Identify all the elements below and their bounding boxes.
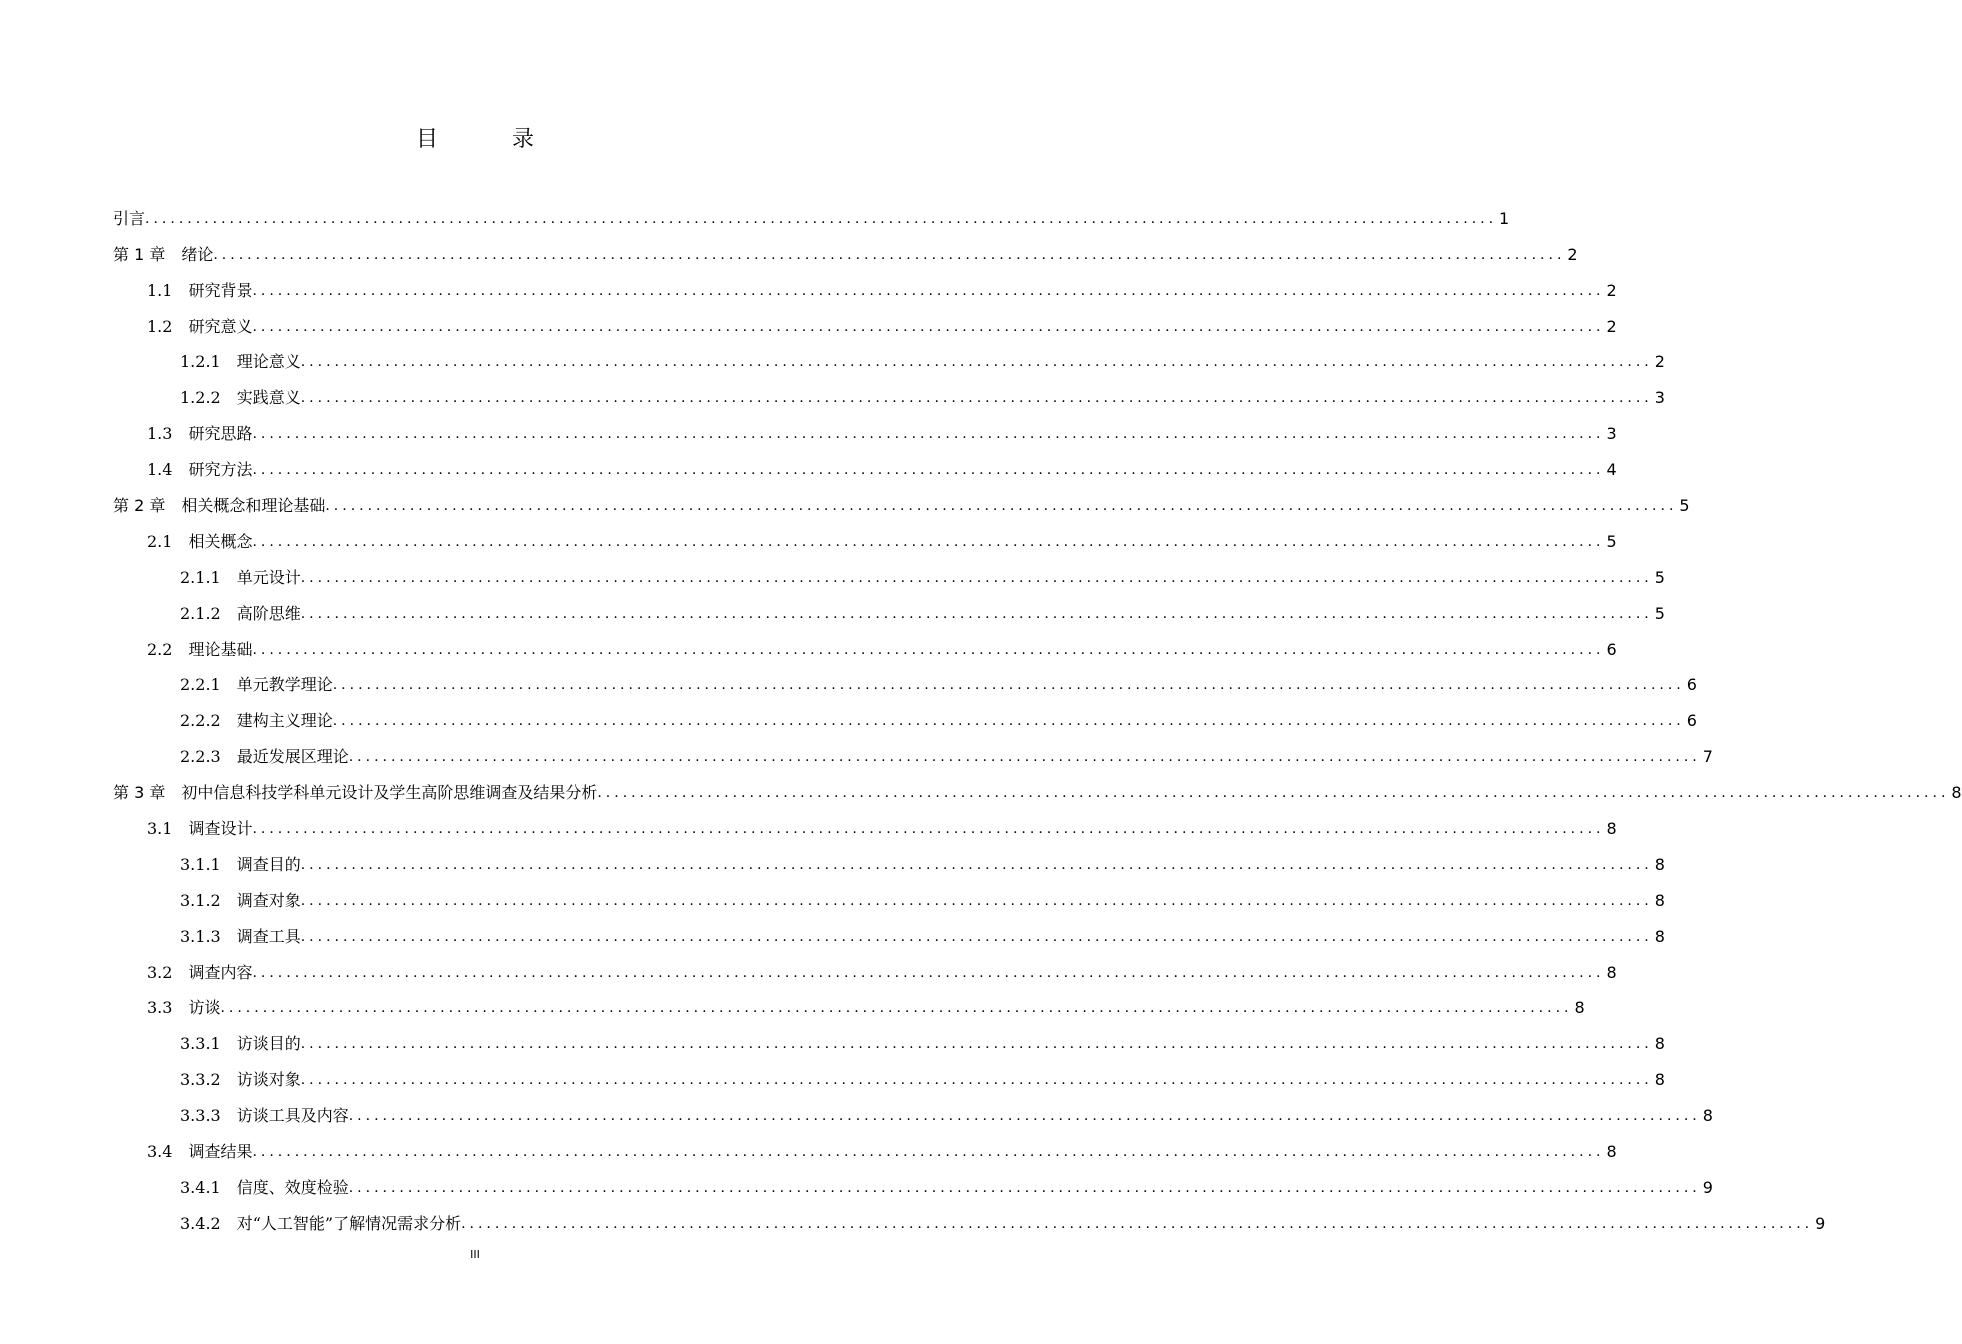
toc-entry[interactable] [113, 952, 1617, 988]
toc-entry-page: 4 [1606, 460, 1617, 480]
toc-entry-label: 2.2.1 单元教学理论 [180, 675, 333, 695]
toc-entry-label: 3.4.1 信度、效度检验 [180, 1177, 349, 1197]
toc-entry-label: 2.1 相关概念 [147, 531, 253, 551]
toc-entry-label: 1.2.1 理论意义 [180, 352, 301, 372]
toc-entry-label: 3.4 调查结果 [147, 1142, 253, 1162]
toc-entry-label: 2.2 理论基础 [147, 639, 253, 659]
toc-entry-page: 2 [1567, 244, 1578, 264]
toc-entry-page: 3 [1606, 424, 1617, 444]
toc-entry-page: 5 [1654, 603, 1665, 623]
dot-leader: ................................................................................................................................................................ [252, 821, 1605, 838]
toc-entry[interactable] [113, 270, 1617, 306]
toc-entry-page: 3 [1654, 388, 1665, 408]
toc-entry-page: 8 [1654, 854, 1665, 874]
toc-entry-page: 9 [1702, 1177, 1713, 1197]
dot-leader: ................................................................................................................................................................ [300, 856, 1653, 873]
toc-entry[interactable] [113, 449, 1617, 485]
toc-entry-label: 3.4.2 对“人工智能”了解情况需求分析 [180, 1213, 462, 1233]
dot-leader: ................................................................................................................................................................ [325, 498, 1678, 515]
toc-entry[interactable] [113, 234, 1578, 270]
toc-entry-page: 8 [1654, 926, 1665, 946]
toc-entry-label: 3.3 访谈 [147, 998, 221, 1018]
toc-entry[interactable] [113, 988, 1585, 1024]
toc-entry-label: 3.1.3 调查工具 [180, 926, 301, 946]
toc-entry-label: 2.1.1 单元设计 [180, 567, 301, 587]
dot-leader: ................................................................................................................................................................ [597, 785, 1950, 802]
toc-entry-label: 1.1 研究背景 [147, 280, 253, 300]
toc-entry-page: 2 [1606, 316, 1617, 336]
dot-leader: ................................................................................................................................................................ [300, 354, 1653, 371]
dot-leader: ................................................................................................................................................................ [220, 1000, 1573, 1017]
toc-entry-page: 8 [1702, 1106, 1713, 1126]
toc-entry-label: 1.2.2 实践意义 [180, 388, 301, 408]
dot-leader: ................................................................................................................................................................ [252, 964, 1605, 981]
toc-entry-page: 9 [1815, 1213, 1826, 1233]
toc-entry[interactable] [113, 557, 1665, 593]
toc-entry-page: 6 [1686, 675, 1697, 695]
toc-entry[interactable] [113, 665, 1697, 701]
toc-entry-page: 7 [1702, 747, 1713, 767]
dot-leader: ................................................................................................................................................................ [252, 426, 1605, 443]
dot-leader: ................................................................................................................................................................ [348, 749, 1701, 766]
toc-entry-label: 第 2 章 相关概念和理论基础 [113, 496, 326, 516]
toc-entry-page: 2 [1606, 280, 1617, 300]
toc-entry-label: 第 1 章 绪论 [113, 244, 214, 264]
toc-entry-label: 1.4 研究方法 [147, 460, 253, 480]
toc-entry-label: 3.3.2 访谈对象 [180, 1070, 301, 1090]
toc-entry-label: 3.3.3 访谈工具及内容 [180, 1106, 349, 1126]
toc-entry-label: 2.2.2 建构主义理论 [180, 711, 333, 731]
dot-leader: ................................................................................................................................................................ [252, 282, 1605, 299]
toc-entry-label: 1.2 研究意义 [147, 316, 253, 336]
toc-entry[interactable] [113, 521, 1617, 557]
toc-entry[interactable] [113, 808, 1617, 844]
toc-entry[interactable] [113, 413, 1617, 449]
toc-entry-label: 3.3.1 访谈目的 [180, 1034, 301, 1054]
dot-leader: ................................................................................................................................................................ [461, 1215, 1814, 1232]
toc-entry-label: 引言 [113, 208, 146, 228]
toc-entry[interactable] [113, 844, 1665, 880]
dot-leader: ................................................................................................................................................................ [348, 1179, 1701, 1196]
dot-leader: ................................................................................................................................................................ [300, 605, 1653, 622]
page-number: III [470, 1248, 480, 1261]
dot-leader: ................................................................................................................................................................ [300, 390, 1653, 407]
dot-leader: ................................................................................................................................................................ [332, 677, 1685, 694]
dot-leader: ................................................................................................................................................................ [252, 533, 1605, 550]
toc-entry-page: 6 [1686, 711, 1697, 731]
toc-entry[interactable] [113, 593, 1665, 629]
dot-leader: ................................................................................................................................................................ [213, 246, 1566, 263]
toc-entry[interactable] [113, 880, 1665, 916]
dot-leader: ................................................................................................................................................................ [300, 1072, 1653, 1089]
toc-entry-page: 8 [1606, 819, 1617, 839]
toc-entry-label: 3.1 调查设计 [147, 819, 253, 839]
toc-entry-page: 1 [1499, 208, 1510, 228]
toc-entry-page: 6 [1606, 639, 1617, 659]
dot-leader: ................................................................................................................................................................ [252, 641, 1605, 658]
toc-entry[interactable] [113, 916, 1665, 952]
dot-leader: ................................................................................................................................................................ [252, 1144, 1605, 1161]
toc-entry[interactable] [113, 1167, 1713, 1203]
toc-entry[interactable] [113, 700, 1697, 736]
toc-entry-label: 1.3 研究思路 [147, 424, 253, 444]
toc-entry-page: 8 [1606, 962, 1617, 982]
toc-entry-page: 8 [1951, 783, 1962, 803]
toc-entry-page: 8 [1574, 998, 1585, 1018]
toc-entry[interactable] [113, 772, 1962, 808]
toc-entry-page: 2 [1654, 352, 1665, 372]
dot-leader: ................................................................................................................................................................ [300, 569, 1653, 586]
dot-leader: ................................................................................................................................................................ [252, 318, 1605, 335]
toc-entry[interactable] [113, 1203, 1826, 1239]
dot-leader: ................................................................................................................................................................ [300, 1036, 1653, 1053]
toc-entry-page: 5 [1606, 531, 1617, 551]
toc-entry-label: 3.1.2 调查对象 [180, 890, 301, 910]
toc-entry[interactable] [113, 342, 1665, 378]
toc-entry[interactable] [113, 306, 1617, 342]
toc-entry[interactable] [113, 1059, 1665, 1095]
dot-leader: ................................................................................................................................................................ [332, 713, 1685, 730]
toc-entry-label: 3.1.1 调查目的 [180, 854, 301, 874]
dot-leader: ................................................................................................................................................................ [145, 210, 1498, 227]
toc-entry-page: 5 [1679, 496, 1690, 516]
toc-entry-label: 第 3 章 初中信息科技学科单元设计及学生高阶思维调查及结果分析 [113, 783, 598, 803]
dot-leader: ................................................................................................................................................................ [252, 462, 1605, 479]
toc-entry[interactable] [113, 736, 1713, 772]
toc-entry-page: 8 [1654, 1034, 1665, 1054]
toc-entry-page: 8 [1654, 890, 1665, 910]
toc-entry[interactable] [113, 1023, 1665, 1059]
toc-entry[interactable] [113, 629, 1617, 665]
toc-entry-label: 2.1.2 高阶思维 [180, 603, 301, 623]
page-title: 目 录 [415, 127, 560, 152]
toc-entry[interactable] [113, 377, 1665, 413]
toc-entry-label: 2.2.3 最近发展区理论 [180, 747, 349, 767]
dot-leader: ................................................................................................................................................................ [300, 892, 1653, 909]
toc-entry[interactable] [113, 198, 1510, 234]
toc-entry[interactable] [113, 1095, 1713, 1131]
toc-entry-page: 8 [1606, 1142, 1617, 1162]
toc-entry-page: 8 [1654, 1070, 1665, 1090]
table-of-contents [113, 198, 1962, 1239]
toc-entry-page: 5 [1654, 567, 1665, 587]
toc-entry[interactable] [113, 485, 1690, 521]
toc-entry[interactable] [113, 1131, 1617, 1167]
dot-leader: ................................................................................................................................................................ [300, 928, 1653, 945]
dot-leader: ................................................................................................................................................................ [348, 1108, 1701, 1125]
toc-entry-label: 3.2 调查内容 [147, 962, 253, 982]
